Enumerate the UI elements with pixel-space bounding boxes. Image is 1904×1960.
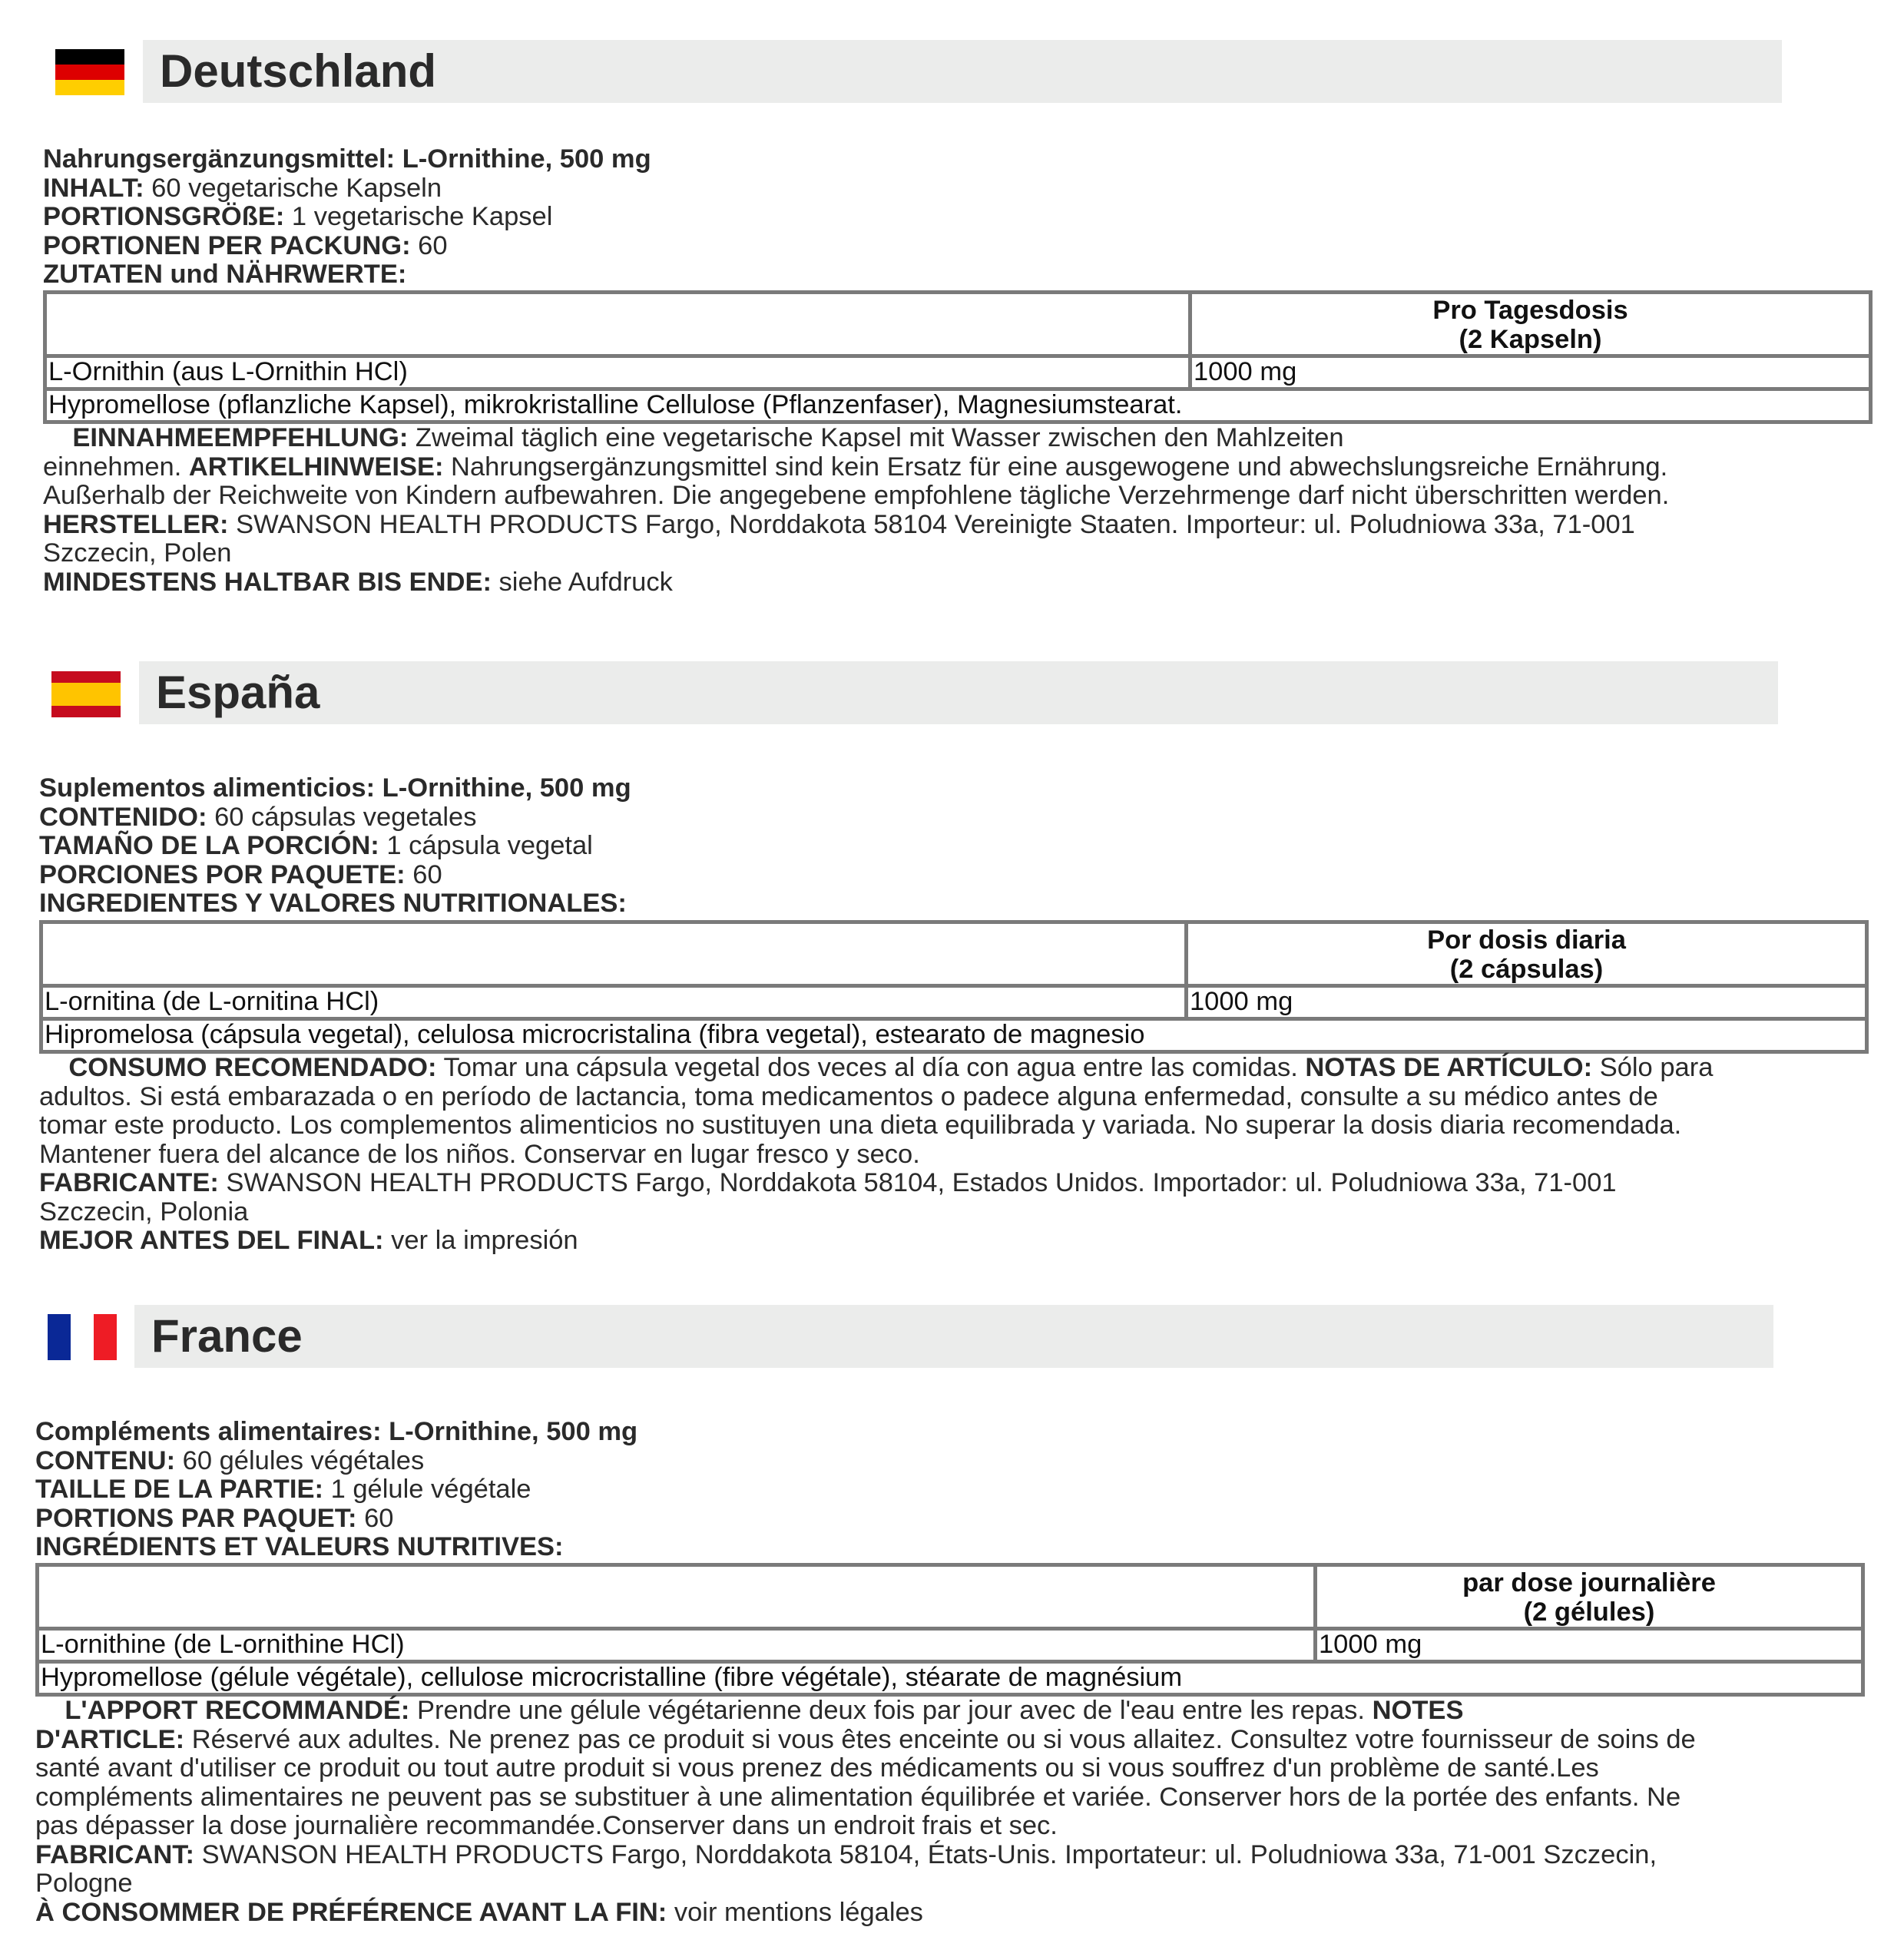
france-flag-icon: [48, 1314, 117, 1360]
body-line: [43, 568, 1669, 598]
content-line: CONTENU: 60 gélules végétales: [35, 1446, 425, 1475]
table-row: [38, 1662, 1863, 1695]
body-line: [35, 1812, 1696, 1841]
table-header-row: [41, 922, 1867, 986]
body-line: [35, 1726, 1696, 1755]
body-line: [35, 1697, 1696, 1726]
ingredient-amount: 1000 mg: [1190, 356, 1871, 389]
nutrition-table: [43, 290, 1873, 424]
other-ingredients: Hypromellose (gélule végétale), cellulose microcristalline (fibre végétale), stéarate de magnésium: [38, 1662, 1863, 1695]
bold-label: FABRICANTE:: [39, 1168, 219, 1197]
body-line: [35, 1841, 1696, 1870]
nutrition-table: [39, 920, 1869, 1054]
bold-label: FABRICANT:: [35, 1839, 194, 1869]
ingredient-amount: 1000 mg: [1187, 986, 1867, 1019]
country-header: [139, 661, 1778, 724]
body-line: [35, 1754, 1696, 1783]
body-run: Sólo para: [1592, 1053, 1714, 1082]
body-line: [35, 1783, 1696, 1813]
table-row: [41, 1019, 1867, 1052]
country-header: [134, 1305, 1773, 1368]
servings-per-pack-line: PORCIONES POR PAQUETE: 60: [39, 860, 442, 889]
table-row: [38, 1629, 1863, 1662]
product-title: Suplementos alimenticios: L-Ornithine, 500 mg: [39, 773, 631, 803]
ingredients-heading: INGREDIENTES Y VALORES NUTRITIONALES:: [39, 889, 627, 918]
ingredient-name: L-Ornithin (aus L-Ornithin HCl): [45, 356, 1190, 389]
spain-flag-icon: [51, 671, 121, 717]
bold-label: À CONSOMMER DE PRÉFÉRENCE AVANT LA FIN:: [35, 1897, 667, 1927]
body-line: [43, 453, 1669, 482]
product-title: Nahrungsergänzungsmittel: L-Ornithine, 500 mg: [43, 144, 651, 174]
body-line: [35, 1899, 1696, 1928]
serving-size-line: TAMAÑO DE LA PORCIÓN: 1 cápsula vegetal: [39, 831, 593, 860]
body-run: Außerhalb der Reichweite von Kindern aufbewahren. Die angegebene empfohlene tägliche Verzehrmenge darf nicht überschritten werden.: [43, 481, 1670, 510]
table-row: [45, 356, 1871, 389]
body-run: Prendre une gélule végétarienne deux fois par jour avec de l'eau entre les repas.: [409, 1696, 1373, 1725]
body-run: Tomar una cápsula vegetal dos veces al día con agua entre las comidas.: [436, 1053, 1306, 1082]
bold-label: CONSUMO RECOMENDADO:: [39, 1053, 437, 1082]
country-name: France: [151, 1310, 303, 1362]
body-run: Szczecin, Polonia: [39, 1197, 249, 1227]
table-header-empty: [38, 1565, 1316, 1629]
body-run: voir mentions légales: [667, 1897, 923, 1927]
body-run: Réservé aux adultes. Ne prenez pas ce produit si vous êtes enceinte ou si vous allaitez. Consultez votre fournisseur de soins de: [184, 1724, 1696, 1754]
product-title: Compléments alimentaires: L-Ornithine, 500 mg: [35, 1417, 638, 1446]
content-line: CONTENIDO: 60 cápsulas vegetales: [39, 803, 477, 832]
body-line: [43, 511, 1669, 540]
body-line: [39, 1198, 1713, 1227]
body-text: [43, 424, 1669, 597]
nutrition-table: [35, 1563, 1865, 1697]
table-header-row: [38, 1565, 1863, 1629]
body-run: Mantener fuera del alcance de los niños. Conservar en lugar fresco y seco.: [39, 1139, 920, 1169]
body-line: [39, 1111, 1713, 1141]
body-run: Zweimal täglich eine vegetarische Kapsel mit Wasser zwischen den Mahlzeiten: [408, 423, 1344, 452]
ingredients-heading: INGRÉDIENTS ET VALEURS NUTRITIVES:: [35, 1532, 564, 1561]
body-line: [39, 1227, 1713, 1256]
table-header-dose: Por dosis diaria (2 cápsulas): [1187, 922, 1867, 986]
servings-per-pack-line: PORTIONEN PER PACKUNG: 60: [43, 231, 448, 260]
body-run: Szczecin, Polen: [43, 538, 232, 568]
servings-per-pack-line: PORTIONS PAR PAQUET: 60: [35, 1504, 394, 1533]
body-line: [43, 424, 1669, 453]
body-line: [39, 1141, 1713, 1170]
body-run: tomar este producto. Los complementos alimenticios no sustituyen una dieta equilibrada y variada. No superar la dosis diaria recomendada.: [39, 1111, 1682, 1140]
country-name: Deutschland: [160, 45, 437, 97]
body-run: SWANSON HEALTH PRODUCTS Fargo, Norddakota 58104, Estados Unidos. Importador: ul. Poludniowa 33a, 71-001: [218, 1168, 1617, 1197]
ingredient-name: L-ornitina (de L-ornitina HCl): [41, 986, 1187, 1019]
body-text: [35, 1697, 1696, 1927]
bold-label: EINNAHMEEMPFEHLUNG:: [43, 423, 409, 452]
serving-size-line: TAILLE DE LA PARTIE: 1 gélule végétale: [35, 1475, 531, 1504]
bold-label: ARTIKELHINWEISE:: [188, 452, 444, 482]
serving-size-line: PORTIONSGRÖßE: 1 vegetarische Kapsel: [43, 202, 553, 231]
table-header-empty: [45, 293, 1190, 356]
body-run: compléments alimentaires ne peuvent pas se substituer à une alimentation équilibrée et variée. Conserver hors de la portée des enfants. Ne: [35, 1782, 1681, 1812]
other-ingredients: Hipromelosa (cápsula vegetal), celulosa microcristalina (fibra vegetal), estearato de magnesio: [41, 1019, 1867, 1052]
ingredient-amount: 1000 mg: [1316, 1629, 1863, 1662]
body-run: SWANSON HEALTH PRODUCTS Fargo, Norddakota 58104, États-Unis. Importateur: ul. Poludniowa 33a, 71-001 Szczecin,: [194, 1839, 1657, 1869]
body-line: [39, 1083, 1713, 1112]
body-run: siehe Aufdruck: [491, 567, 673, 597]
body-run: pas dépasser la dose journalière recommandée.Conserver dans un endroit frais et sec.: [35, 1811, 1058, 1840]
bold-label: NOTES: [1372, 1696, 1464, 1725]
body-line: [43, 539, 1669, 568]
body-run: Nahrungsergänzungsmittel sind kein Ersatz für eine ausgewogene und abwechslungsreiche Ernährung.: [443, 452, 1668, 482]
other-ingredients: Hypromellose (pflanzliche Kapsel), mikrokristalline Cellulose (Pflanzenfaser), Magnesiumstearat.: [45, 389, 1871, 422]
body-run: santé avant d'utiliser ce produit ou tout autre produit si vous prenez des médicaments ou si vous souffrez d'un problème de santé.Les: [35, 1753, 1599, 1783]
body-text: [39, 1054, 1713, 1256]
body-run: einnehmen.: [43, 452, 189, 482]
body-line: [39, 1054, 1713, 1083]
bold-label: L'APPORT RECOMMANDÉ:: [35, 1696, 410, 1725]
table-header-dose: Pro Tagesdosis (2 Kapseln): [1190, 293, 1871, 356]
table-header-empty: [41, 922, 1187, 986]
bold-label: NOTAS DE ARTÍCULO:: [1305, 1053, 1593, 1082]
body-run: adultos. Si está embarazada o en período de lactancia, toma medicamentos o padece alguna enfermedad, consulte a su médico antes de: [39, 1081, 1658, 1111]
body-line: [39, 1169, 1713, 1198]
body-line: [43, 482, 1669, 511]
content-line: INHALT: 60 vegetarische Kapseln: [43, 174, 442, 203]
bold-label: D'ARTICLE:: [35, 1724, 185, 1754]
table-row: [45, 389, 1871, 422]
body-run: Pologne: [35, 1869, 133, 1898]
table-header-dose: par dose journalière (2 gélules): [1316, 1565, 1863, 1629]
germany-flag-icon: [55, 49, 124, 95]
country-header: [143, 40, 1782, 103]
body-run: SWANSON HEALTH PRODUCTS Fargo, Norddakota 58104 Vereinigte Staaten. Importeur: ul. Poludniowa 33a, 71-001: [228, 509, 1635, 539]
bold-label: MINDESTENS HALTBAR BIS ENDE:: [43, 567, 492, 597]
body-line: [35, 1869, 1696, 1899]
bold-label: MEJOR ANTES DEL FINAL:: [39, 1226, 384, 1255]
bold-label: HERSTELLER:: [43, 509, 229, 539]
ingredients-heading: ZUTATEN und NÄHRWERTE:: [43, 260, 407, 289]
table-header-row: [45, 293, 1871, 356]
table-row: [41, 986, 1867, 1019]
country-name: España: [156, 667, 320, 718]
body-run: ver la impresión: [383, 1226, 578, 1255]
ingredient-name: L-ornithine (de L-ornithine HCl): [38, 1629, 1316, 1662]
